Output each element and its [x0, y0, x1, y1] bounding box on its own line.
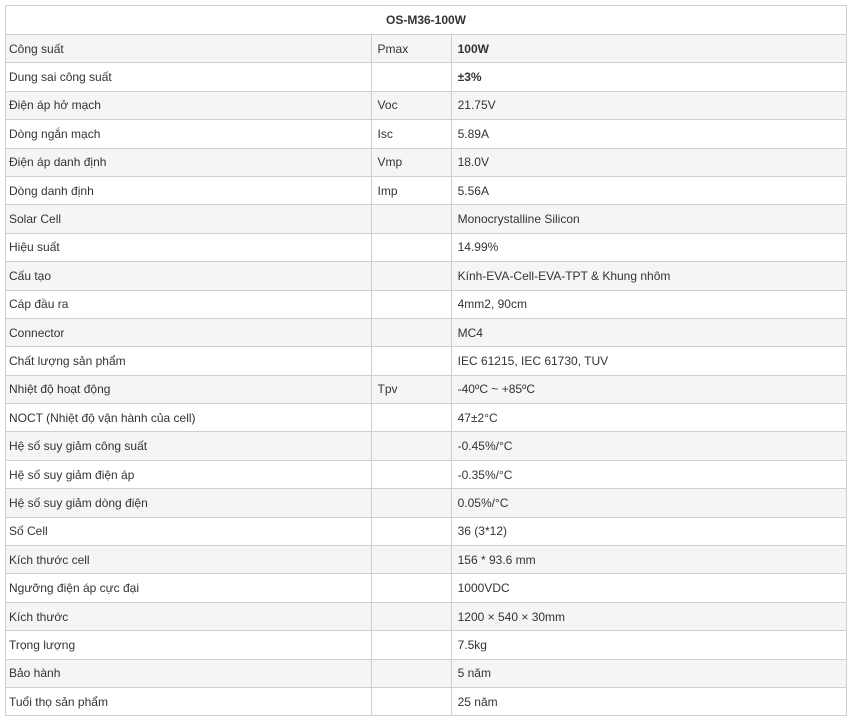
table-row [6, 290, 847, 318]
row-value: ±3% [451, 63, 846, 91]
row-symbol [371, 602, 451, 630]
row-value: 5.89A [451, 120, 846, 148]
row-symbol: Imp [371, 176, 451, 204]
table-row [6, 517, 847, 545]
row-label: Kích thước cell [6, 546, 372, 574]
row-value: 1000VDC [451, 574, 846, 602]
row-label: Tuổi thọ sản phẩm [6, 687, 372, 715]
row-value: 5.56A [451, 176, 846, 204]
table-row [6, 233, 847, 261]
row-label: Bảo hành [6, 659, 372, 687]
row-symbol [371, 63, 451, 91]
row-value: 21.75V [451, 91, 846, 119]
row-symbol [371, 546, 451, 574]
row-symbol: Voc [371, 91, 451, 119]
row-symbol: Isc [371, 120, 451, 148]
table-row [6, 404, 847, 432]
table-row [6, 262, 847, 290]
row-value: 156 * 93.6 mm [451, 546, 846, 574]
row-value: -40ºC ~ +85ºC [451, 375, 846, 403]
row-symbol [371, 318, 451, 346]
table-row [6, 659, 847, 687]
table-row [6, 375, 847, 403]
row-value: 14.99% [451, 233, 846, 261]
row-value: 0.05%/°C [451, 489, 846, 517]
row-label: Điện áp danh định [6, 148, 372, 176]
row-value: Kính-EVA-Cell-EVA-TPT & Khung nhôm [451, 262, 846, 290]
table-row [6, 631, 847, 659]
row-label: Connector [6, 318, 372, 346]
row-label: Dòng danh định [6, 176, 372, 204]
table-row [6, 318, 847, 346]
table-row [6, 63, 847, 91]
row-label: Điện áp hở mạch [6, 91, 372, 119]
row-value: 4mm2, 90cm [451, 290, 846, 318]
row-value: Monocrystalline Silicon [451, 205, 846, 233]
row-symbol [371, 659, 451, 687]
row-symbol [371, 517, 451, 545]
table-row [6, 120, 847, 148]
row-label: Cáp đầu ra [6, 290, 372, 318]
row-value: MC4 [451, 318, 846, 346]
row-label: Kích thước [6, 602, 372, 630]
table-row [6, 205, 847, 233]
row-label: Cấu tạo [6, 262, 372, 290]
row-symbol [371, 687, 451, 715]
row-symbol: Vmp [371, 148, 451, 176]
table-row [6, 687, 847, 715]
spec-table [5, 5, 847, 716]
row-symbol: Pmax [371, 35, 451, 63]
row-symbol [371, 262, 451, 290]
table-row [6, 35, 847, 63]
row-value: 100W [451, 35, 846, 63]
table-row [6, 460, 847, 488]
row-symbol [371, 233, 451, 261]
row-label: Công suất [6, 35, 372, 63]
row-label: Dung sai công suất [6, 63, 372, 91]
table-row [6, 148, 847, 176]
row-value: -0.35%/°C [451, 460, 846, 488]
row-value: 36 (3*12) [451, 517, 846, 545]
row-label: Hiệu suất [6, 233, 372, 261]
row-label: Chất lượng sản phẩm [6, 347, 372, 375]
table-header-row [6, 6, 847, 35]
row-label: Hệ số suy giảm dòng điện [6, 489, 372, 517]
row-symbol [371, 631, 451, 659]
row-label: Số Cell [6, 517, 372, 545]
row-value: 18.0V [451, 148, 846, 176]
row-symbol [371, 574, 451, 602]
table-row [6, 602, 847, 630]
row-value: -0.45%/°C [451, 432, 846, 460]
row-value: 47±2°C [451, 404, 846, 432]
row-symbol [371, 404, 451, 432]
row-value: 1200 × 540 × 30mm [451, 602, 846, 630]
row-label: Ngưỡng điện áp cực đại [6, 574, 372, 602]
row-label: Hệ số suy giảm điện áp [6, 460, 372, 488]
row-value: 25 năm [451, 687, 846, 715]
table-row [6, 489, 847, 517]
row-symbol [371, 432, 451, 460]
row-value: 7.5kg [451, 631, 846, 659]
row-value: 5 năm [451, 659, 846, 687]
row-label: Dòng ngắn mạch [6, 120, 372, 148]
row-label: NOCT (Nhiệt độ vận hành của cell) [6, 404, 372, 432]
table-row [6, 432, 847, 460]
row-value: IEC 61215, IEC 61730, TUV [451, 347, 846, 375]
row-symbol [371, 460, 451, 488]
table-row [6, 91, 847, 119]
table-title: OS-M36-100W [6, 6, 847, 35]
table-row [6, 546, 847, 574]
row-symbol [371, 347, 451, 375]
row-symbol [371, 205, 451, 233]
row-symbol: Tpv [371, 375, 451, 403]
table-row [6, 176, 847, 204]
row-label: Solar Cell [6, 205, 372, 233]
row-label: Nhiệt độ hoạt động [6, 375, 372, 403]
row-label: Trọng lượng [6, 631, 372, 659]
row-symbol [371, 290, 451, 318]
row-symbol [371, 489, 451, 517]
table-row [6, 347, 847, 375]
table-row [6, 574, 847, 602]
row-label: Hệ số suy giảm công suất [6, 432, 372, 460]
